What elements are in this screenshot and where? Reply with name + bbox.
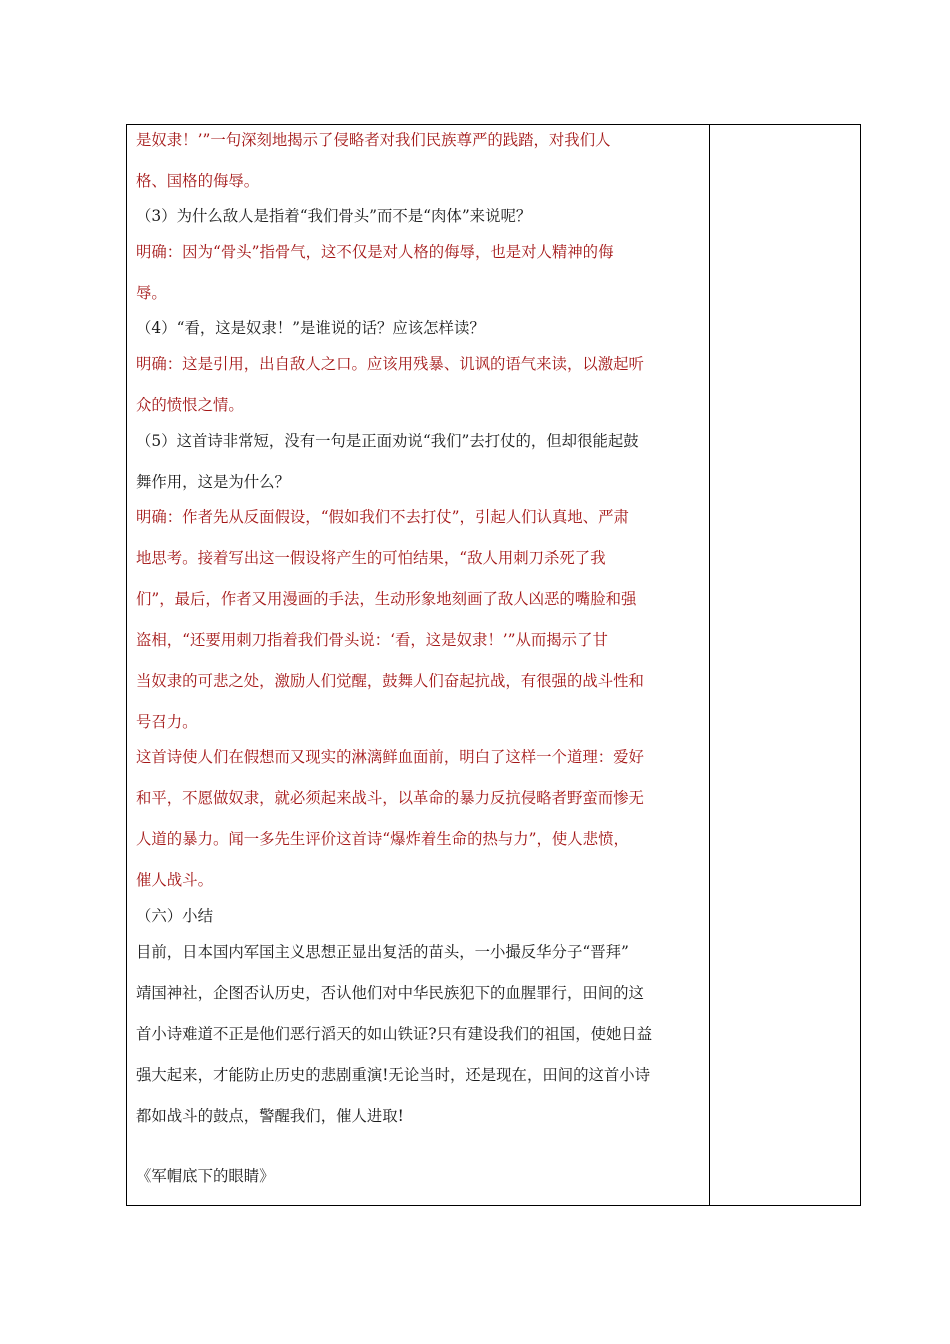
text-line: 当奴隶的可悲之处，激励人们觉醒，鼓舞人们奋起抗战，有很强的战斗性和 — [136, 672, 644, 690]
text-line: 辱。 — [136, 284, 167, 302]
text-line: 人道的暴力。闻一多先生评价这首诗“爆炸着生命的热与力”，使人悲愤， — [136, 830, 629, 848]
text-line: 地思考。接着写出这一假设将产生的可怕结果，“敌人用刺刀杀死了我 — [136, 549, 606, 567]
text-line: 明确：因为“骨头”指骨气，这不仅是对人格的侮辱，也是对人精神的侮 — [136, 243, 614, 261]
text-line: 格、国格的侮辱。 — [136, 172, 260, 190]
text-line: 这首诗使人们在假想而又现实的淋漓鲜血面前，明白了这样一个道理：爱好 — [136, 748, 644, 766]
text-line: （3）为什么敌人是指着“我们骨头”而不是“肉体”来说呢？ — [136, 207, 532, 225]
text-line: 明确：这是引用，出自敌人之口。应该用残暴、讥讽的语气来读，以激起听 — [136, 355, 644, 373]
text-line: （5）这首诗非常短，没有一句是正面劝说“我们”去打仗的，但却很能起鼓 — [136, 432, 639, 450]
lesson-table — [126, 124, 861, 1206]
text-line: 号召力。 — [136, 713, 198, 731]
text-line: 目前，日本国内军国主义思想正显出复活的苗头，一小撮反华分子“晋拜” — [136, 943, 629, 961]
text-line: 盗相，“还要用刺刀指着我们骨头说：‘看，这是奴隶！’”从而揭示了甘 — [136, 631, 608, 649]
text-line: 们”，最后，作者又用漫画的手法，生动形象地刻画了敌人凶恶的嘴脸和强 — [136, 590, 637, 608]
text-line: 明确：作者先从反面假设，“假如我们不去打仗”，引起人们认真地、严肃 — [136, 508, 629, 526]
text-line: （4）“看，这是奴隶！”是谁说的话？应该怎样读？ — [136, 319, 485, 337]
text-line: 强大起来，才能防止历史的悲剧重演!无论当时，还是现在，田间的这首小诗 — [136, 1066, 651, 1084]
notes-cell — [710, 125, 860, 1205]
text-line: （六）小结 — [136, 907, 213, 925]
text-line: 都如战斗的鼓点，警醒我们，催人进取! — [136, 1107, 404, 1125]
text-line: 和平，不愿做奴隶，就必须起来战斗，以革命的暴力反抗侵略者野蛮而惨无 — [136, 789, 644, 807]
next-lesson-title: 《军帽底下的眼睛》 — [136, 1167, 275, 1185]
text-line: 首小诗难道不正是他们恶行滔天的如山铁证?只有建设我们的祖国，使她日益 — [136, 1025, 653, 1043]
text-line: 众的愤恨之情。 — [136, 396, 244, 414]
text-line: 舞作用，这是为什么？ — [136, 473, 290, 491]
text-line: 催人战斗。 — [136, 871, 213, 889]
text-line: 靖国神社，企图否认历史，否认他们对中华民族犯下的血腥罪行，田间的这 — [136, 984, 644, 1002]
text-line: 是奴隶！’”一句深刻地揭示了侵略者对我们民族尊严的践踏，对我们人 — [136, 131, 611, 149]
